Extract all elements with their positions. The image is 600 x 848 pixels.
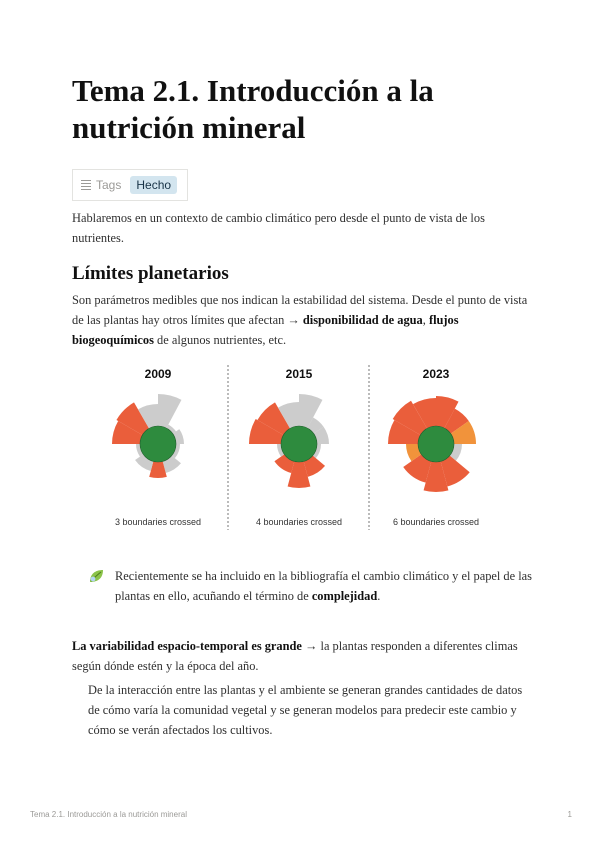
- bold-term: complejidad: [311, 589, 378, 603]
- variability-paragraph: [72, 636, 532, 676]
- text: .: [377, 589, 381, 603]
- footer-page-number: 1: [567, 810, 572, 819]
- tags-property[interactable]: [72, 169, 188, 201]
- panel-caption: 3 boundaries crossed: [114, 517, 202, 527]
- intro-paragraph: Hablaremos en un contexto de cambio climático pero desde el punto de vista de los nutrientes.: [72, 211, 485, 245]
- planetary-boundaries-figure: [100, 360, 510, 535]
- boundary-wedge: [158, 394, 181, 428]
- tags-label: Tags: [96, 178, 122, 192]
- limits-paragraph: [72, 290, 532, 350]
- page-title: Tema 2.1. Introducción a la nutrición mineral: [72, 73, 434, 145]
- leaf-icon: [88, 568, 104, 584]
- bold-term: disponibilidad de agua: [302, 313, 423, 327]
- section-heading: Límites planetarios: [72, 263, 229, 284]
- bold-term: flujos biogeoquímicos: [72, 313, 459, 347]
- tag-chip[interactable]: Hecho: [130, 176, 177, 194]
- text: ,: [422, 313, 429, 327]
- panel-caption: 4 boundaries crossed: [255, 517, 343, 527]
- callout-text: [115, 566, 535, 606]
- bold-term: La variabilidad espacio-temporal es grande: [72, 639, 302, 653]
- text: Son parámetros medibles que nos indican la estabilidad del sistema. Desde el punto de vista de las plantas hay otros límites que afectan →: [72, 293, 528, 327]
- list-icon: [81, 180, 91, 190]
- footer-title: Tema 2.1. Introducción a la nutrición mineral: [30, 810, 187, 819]
- panel-caption: 6 boundaries crossed: [392, 517, 480, 527]
- text: → la plantas responden a diferentes climas según dónde estén y la época del año.: [72, 639, 518, 673]
- panel-year: 2015: [285, 367, 313, 381]
- text: de algunos nutrientes, etc.: [153, 333, 287, 347]
- panel-year: 2009: [144, 367, 172, 381]
- text: Recientemente se ha incluido en la bibliografía el cambio climático y el papel de las plantas en ello, acuñando el término de: [115, 569, 532, 603]
- indented-paragraph: De la interacción entre las plantas y el ambiente se generan grandes cantidades de datos de cómo varía la comunidad vegetal y se generan modelos para predecir este cambio y cómo se verán afectados los cultivos.: [88, 683, 523, 737]
- panel-year: 2023: [422, 367, 450, 381]
